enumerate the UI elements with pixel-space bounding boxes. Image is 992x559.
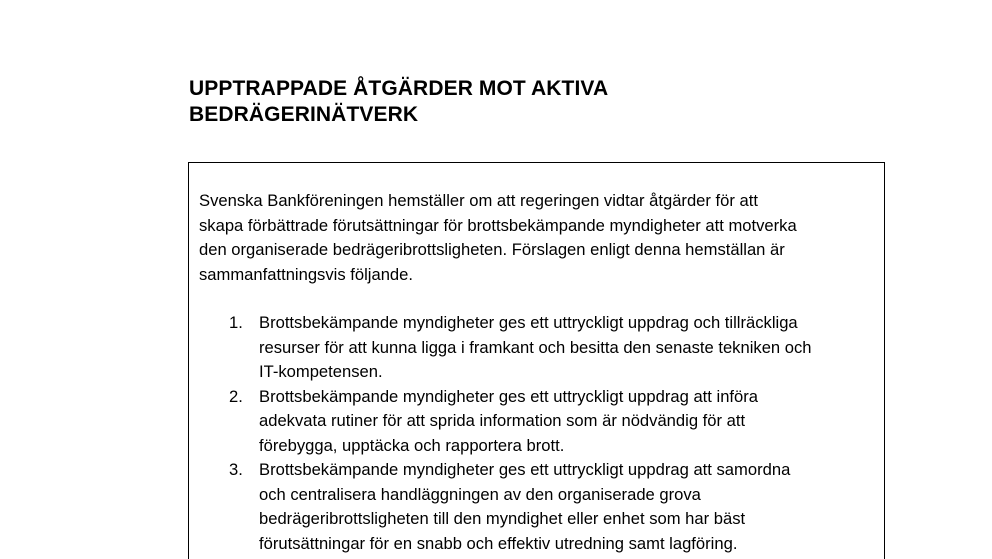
intro-paragraph (199, 189, 879, 287)
list-item-line: Brottsbekämpande myndigheter ges ett uttryckligt uppdrag att införa (259, 386, 759, 406)
list-item-line: resurser för att kunna ligga i framkant och besitta den senaste tekniken och (259, 337, 812, 357)
list-item-line: Brottsbekämpande myndigheter ges ett uttryckligt uppdrag och tillräckliga (259, 313, 798, 332)
list-item-number: 1. (229, 313, 243, 332)
list-item-line: och centralisera handläggningen av den organiserade grova (259, 484, 701, 504)
list-item-line: IT-kompetensen. (259, 362, 383, 381)
intro-line: den organiserade bedrägeribrottsligheten. Förslagen enligt denna hemställan är (199, 240, 785, 259)
intro-line: Svenska Bankföreningen hemställer om att regeringen vidtar åtgärder för att (199, 191, 758, 210)
list-item (199, 458, 879, 556)
list-item-line: bedrägeribrottsligheten till den myndighet eller enhet som har bäst (259, 509, 746, 528)
list-item-line: förebygga, upptäcka och rapportera brott. (259, 435, 565, 455)
list-item-line: adekvata rutiner för att sprida information som är nödvändig för att (259, 411, 746, 430)
intro-line: sammanfattningsvis följande. (199, 264, 413, 284)
list-item (199, 311, 879, 385)
heading-line: BEDRÄGERINÄTVERK (189, 103, 419, 126)
heading-line: UPPTRAPPADE ÅTGÄRDER MOT AKTIVA (189, 77, 609, 100)
document-heading (189, 76, 829, 128)
list-item (199, 385, 879, 459)
list-item-line: Brottsbekämpande myndigheter ges ett uttryckligt uppdrag att samordna (259, 460, 791, 479)
list-item-line: förutsättningar för en snabb och effektiv utredning samt lagföring. (259, 533, 738, 553)
intro-line: skapa förbättrade förutsättningar för brottsbekämpande myndigheter att motverka (199, 215, 797, 235)
proposal-list (199, 311, 879, 556)
list-item-number: 2. (229, 386, 243, 406)
list-item-number: 3. (229, 460, 243, 479)
